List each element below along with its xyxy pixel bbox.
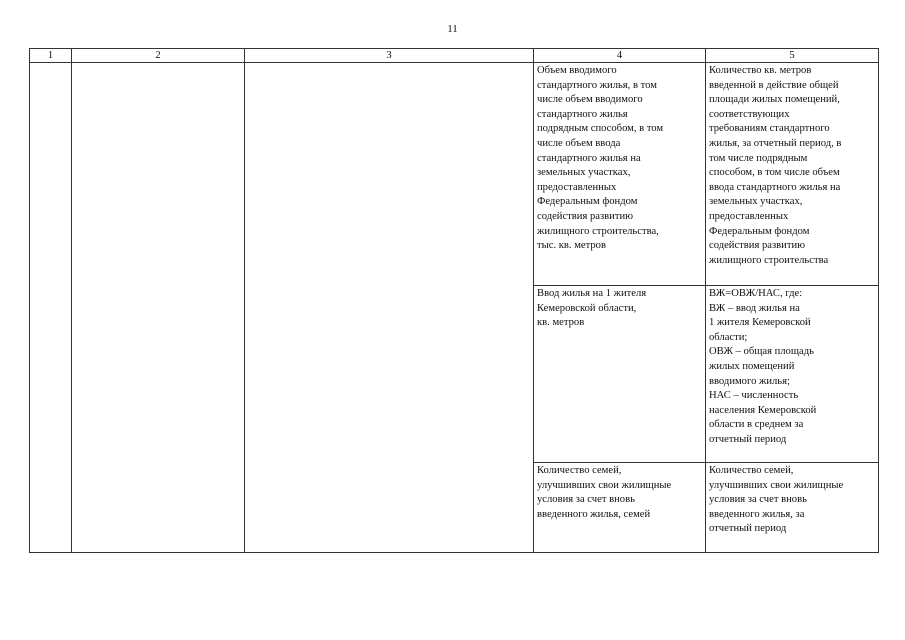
indicators-table [29,48,879,553]
indicator-cell: Ввод жилья на 1 жителя Кемеровской области, кв. метров [534,286,706,463]
header-col-2: 2 [72,49,245,63]
method-cell: Количество кв. метров введенной в действие общей площади жилых помещений, соответствующих требованиям стандартного жилья, за отчетный период, в том числе подрядным способом, в том числе объем ввода стандартного жилья на земельных участках, предоставленных Федеральным фондом содействия развитию жилищного строительства [706,63,879,286]
col-1-cell [30,63,72,553]
table-row [30,63,879,286]
col-2-cell [72,63,245,553]
col-3-cell [245,63,534,553]
header-col-1: 1 [30,49,72,63]
header-col-4: 4 [534,49,706,63]
indicator-cell: Объем вводимого стандартного жилья, в том числе объем вводимого стандартного жилья подрядным способом, в том числе объем ввода стандартного жилья на земельных участках, предоставленных Федеральным фондом содействия развитию жилищного строительства, тыс. кв. метров [534,63,706,286]
header-col-3: 3 [245,49,534,63]
method-cell: ВЖ=ОВЖ/НАС, где: ВЖ – ввод жилья на 1 жителя Кемеровской области; ОВЖ – общая площадь жилых помещений вводимого жилья; НАС – численность населения Кемеровской области в среднем за отчетный период [706,286,879,463]
indicator-cell: Количество семей, улучшивших свои жилищные условия за счет вновь введенного жилья, семей [534,463,706,553]
header-col-5: 5 [706,49,879,63]
method-cell: Количество семей, улучшивших свои жилищные условия за счет вновь введенного жилья, за отчетный период [706,463,879,553]
table-header-row [30,49,879,63]
page-number: 11 [447,23,458,35]
